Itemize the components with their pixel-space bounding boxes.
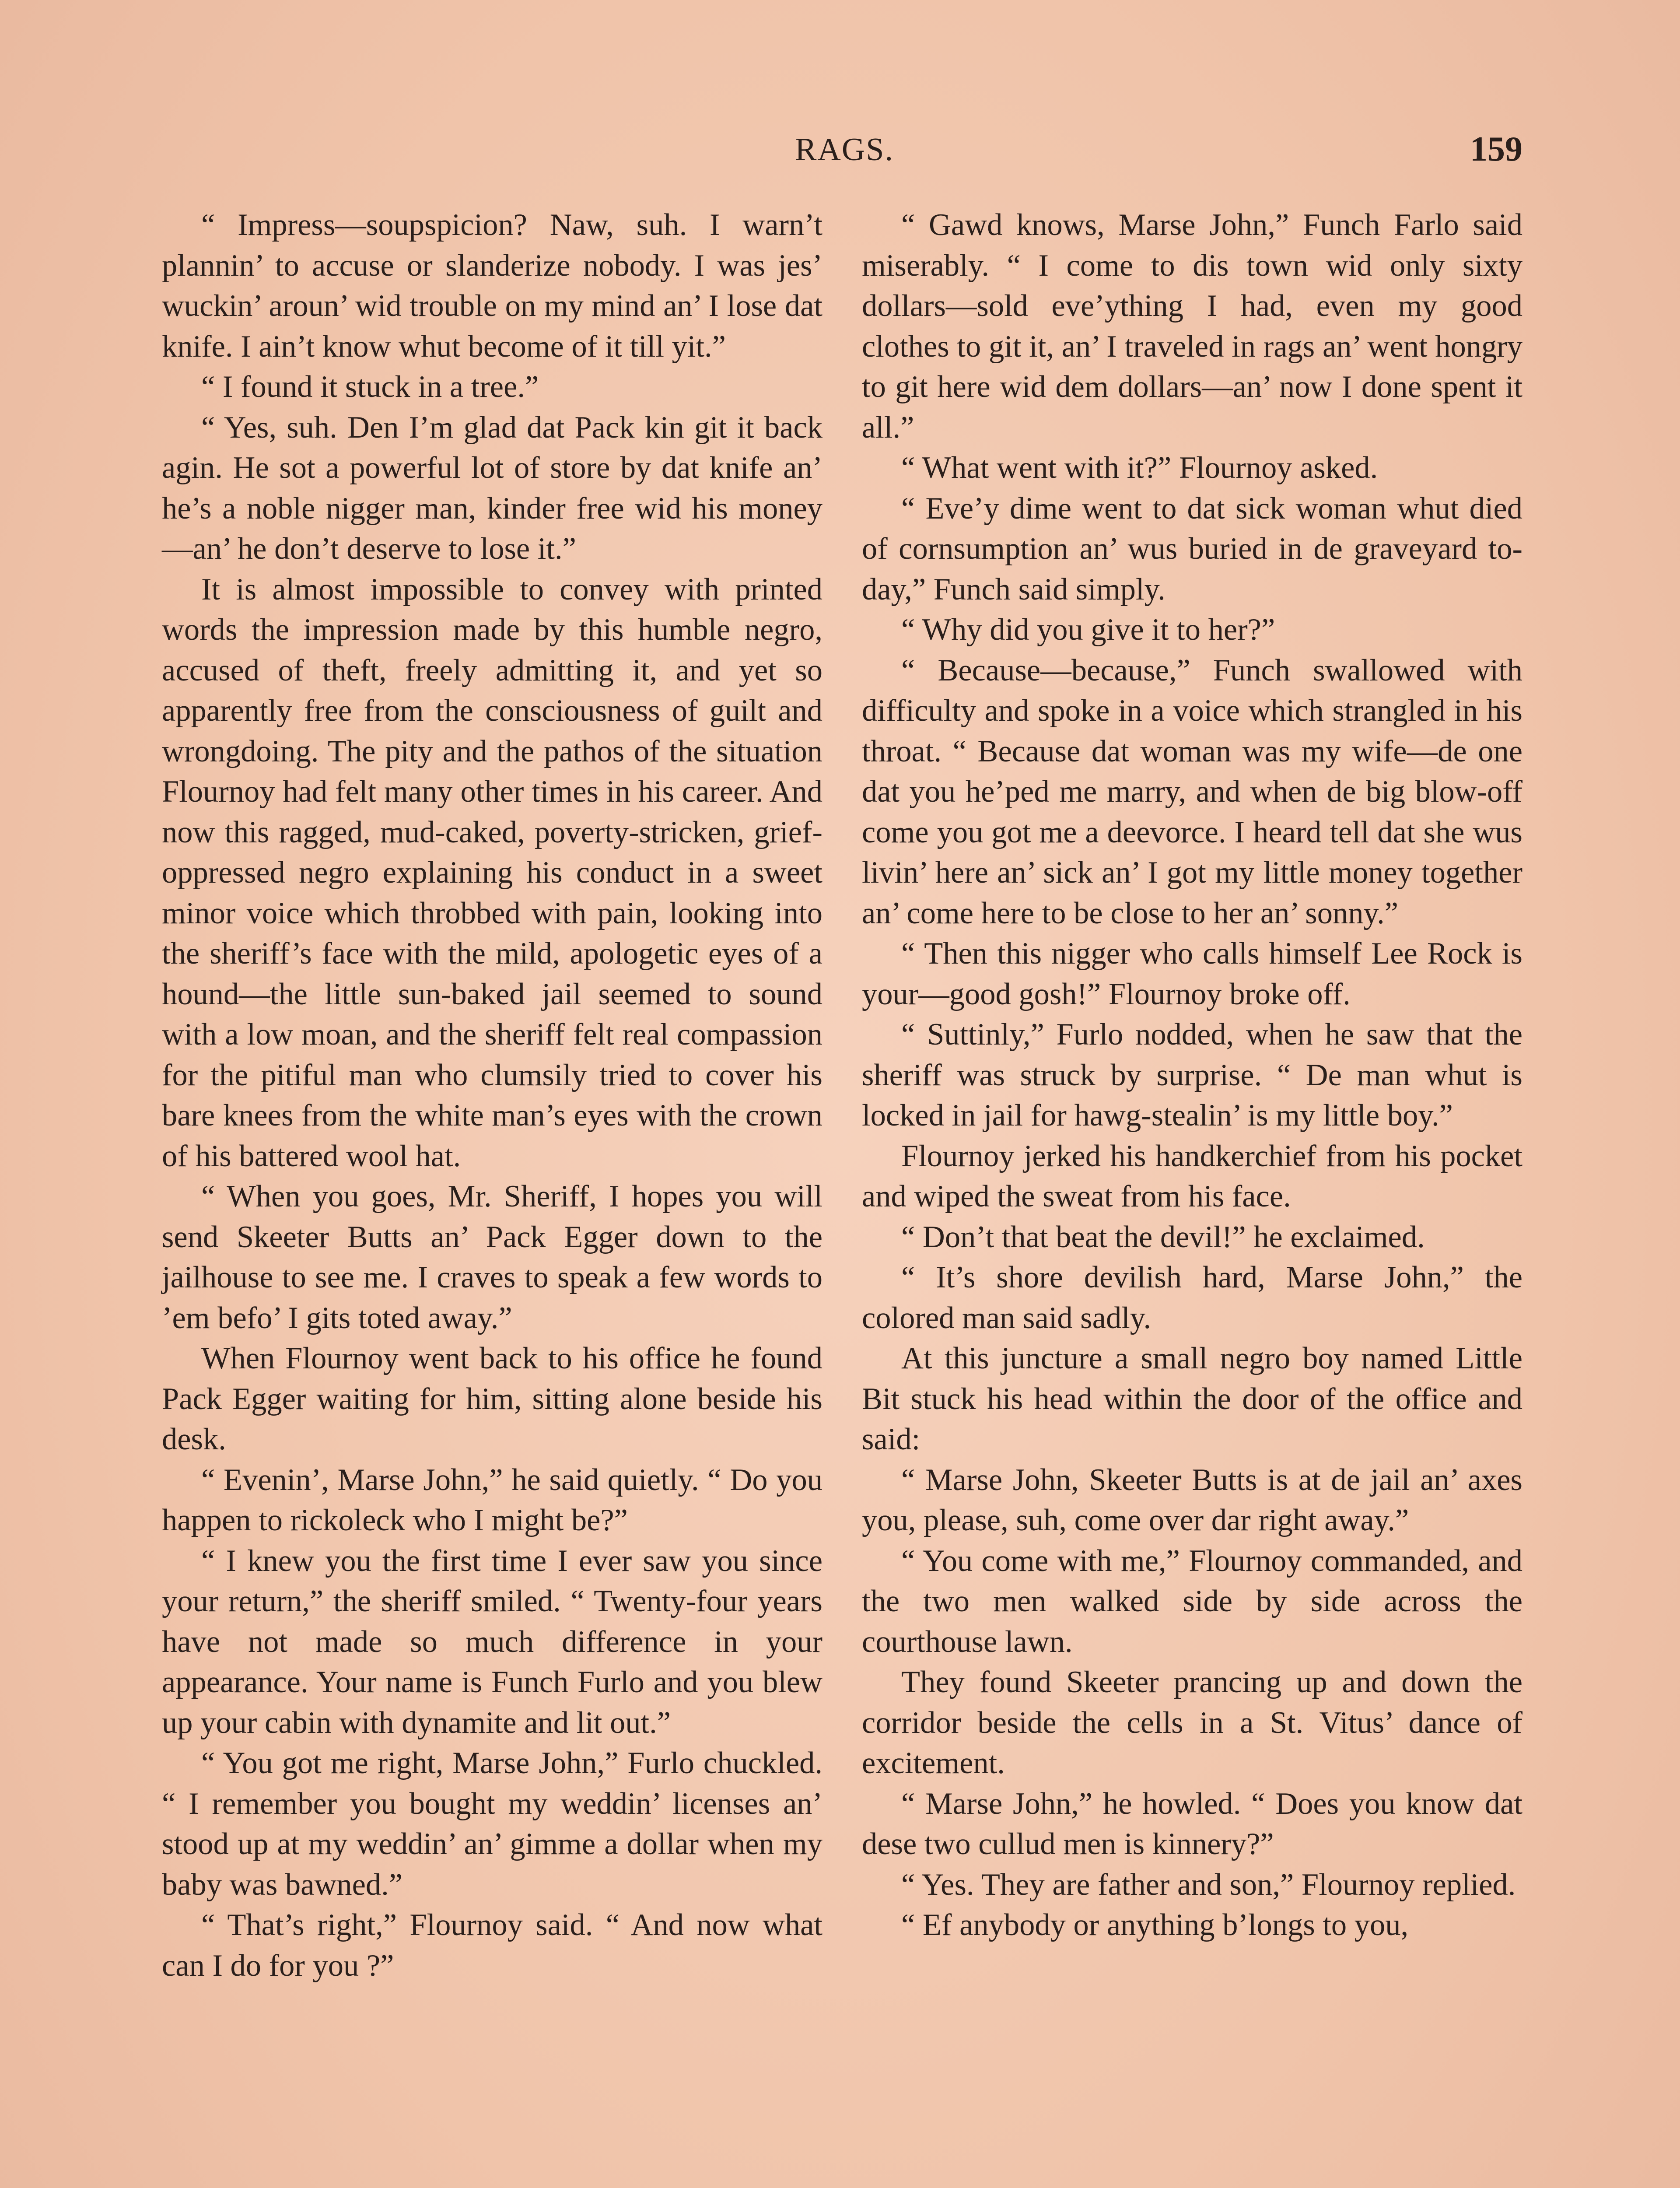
paragraph: Flournoy jerked his handkerchief from his pocket and wiped the sweat from his face. [862,1139,1522,1213]
paragraph: “ It’s shore devilish hard, Marse John,” the colored man said sadly. [862,1260,1522,1335]
paragraph: “ I found it stuck in a tree.” [201,370,539,404]
paragraph: “ Then this nigger who calls himself Lee Rock is your—good gosh!” Flournoy broke off. [862,936,1522,1011]
paragraph: At this juncture a small negro boy named Little Bit stuck his head within the door of the office and said: [862,1341,1522,1456]
right-column [862,205,1522,1946]
paragraph: “ What went with it?” Flournoy asked. [901,451,1378,485]
page-number: 159 [1470,130,1522,168]
paragraph: “ Gawd knows, Marse John,” Funch Farlo said miserably. “ I come to dis town wid only sixty dollars—sold eve’ything I had, even my good clothes to git it, an’ I traveled in rags an’ went hongry to git here wid dem dollars—an’ now I done spent it all.” [862,208,1522,445]
paragraph: “ Impress—soupspicion? Naw, suh. I warn’t plannin’ to accuse or slanderize nobody. I was jes’ wuckin’ aroun’ wid trouble on my mind an’ I lose dat knife. I ain’t know whut become of it till yit.” [162,208,822,364]
paragraph: “ Evenin’, Marse John,” he said quietly. “ Do you happen to rickoleck who I might be?” [162,1462,822,1537]
paragraph: “ Suttinly,” Furlo nodded, when he saw that the sheriff was struck by surprise. “ De man whut is locked in jail for hawg-stealin’ is my little boy.” [862,1017,1522,1133]
paragraph: “ Eve’y dime went to dat sick woman whut died of cornsumption an’ wus buried in de graveyard to-day,” Funch said simply. [862,491,1522,607]
running-header: RAGS. [795,132,894,168]
paragraph: “ Ef anybody or anything b’longs to you, [901,1908,1409,1942]
paragraph: “ Yes. They are father and son,” Flournoy replied. [901,1867,1516,1902]
paragraph: “ You come with me,” Flournoy commanded, and the two men walked side by side across the courthouse lawn. [862,1543,1522,1659]
paragraph: “ Because—because,” Funch swallowed with difficulty and spoke in a voice which strangled in his throat. “ Because dat woman was my wife—de one dat you he’ped me marry, and when de big blow-off come you got me a deevorce. I heard tell dat she wus livin’ here an’ sick an’ I got my little money together an’ come here to be close to her an’ sonny.” [862,653,1522,930]
paragraph: When Flournoy went back to his office he found Pack Egger waiting for him, sitting alone beside his desk. [162,1341,822,1456]
paragraph: “ I knew you the first time I ever saw you since your return,” the sheriff smiled. “ Twenty-four years have not made so much difference in your appearance. Your name is Funch Furlo and you blew up your cabin with dynamite and lit out.” [162,1543,822,1740]
paragraph: “ Marse John,” he howled. “ Does you know dat dese two cullud men is kinnery?” [862,1786,1522,1861]
paragraph: “ Marse John, Skeeter Butts is at de jail an’ axes you, please, suh, come over dar right away.” [862,1462,1522,1537]
paragraph: “ Don’t that beat the devil!” he exclaimed. [901,1220,1425,1254]
paragraph: “ You got me right, Marse John,” Furlo chuckled. “ I remember you bought my weddin’ licenses an’ stood up at my weddin’ an’ gimme a dollar when my baby was bawned.” [162,1746,822,1902]
paragraph: “ Yes, suh. Den I’m glad dat Pack kin git it back agin. He sot a powerful lot of store by dat knife an’ he’s a noble nigger man, kinder free wid his money—an’ he don’t deserve to lose it.” [162,410,822,566]
paragraph: “ That’s right,” Flournoy said. “ And now what can I do for you ?” [162,1908,822,1983]
paragraph: “ When you goes, Mr. Sheriff, I hopes you will send Skeeter Butts an’ Pack Egger down to the jailhouse to see me. I craves to speak a few words to ’em befo’ I gits toted away.” [162,1179,822,1335]
paragraph: It is almost impossible to convey with printed words the impression made by this humble negro, accused of theft, freely admitting it, and yet so apparently free from the consciousness of guilt and wrongdoing. The pity and the pathos of the situation Flournoy had felt many other times in his career. And now this ragged, mud-caked, poverty-stricken, grief-oppressed negro explaining his conduct in a sweet minor voice which throbbed with pain, looking into the sheriff’s face with the mild, apologetic eyes of a hound—the little sun-baked jail seemed to sound with a low moan, and the sheriff felt real compassion for the pitiful man who clumsily tried to cover his bare knees from the white man’s eyes with the crown of his battered wool hat. [162,572,822,1173]
paragraph: “ Why did you give it to her?” [901,613,1275,647]
paragraph: They found Skeeter prancing up and down the corridor beside the cells in a St. Vitus’ dance of excitement. [862,1665,1522,1780]
left-column [162,205,822,1986]
